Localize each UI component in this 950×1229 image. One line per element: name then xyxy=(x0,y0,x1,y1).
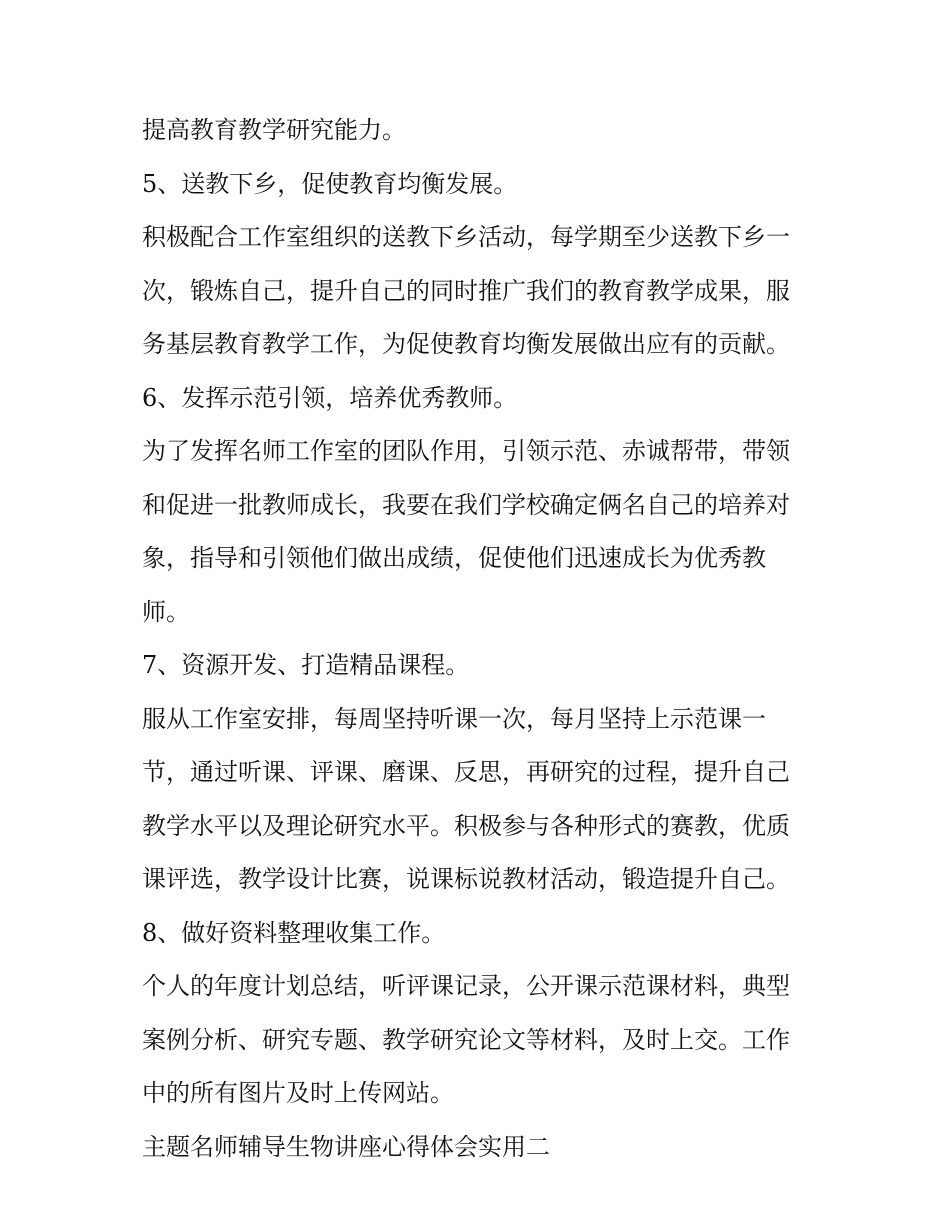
text-line: 课评选，教学设计比赛，说课标说教材活动，锻造提升自己。 xyxy=(142,865,790,893)
section-heading-5: 5、送教下乡，促使教育均衡发展。 xyxy=(142,169,518,198)
section-heading-7: 7、资源开发、打造精品课程。 xyxy=(142,651,470,679)
text-line: 为了发挥名师工作室的团队作用，引领示范、赤诚帮带，带领 xyxy=(142,437,790,465)
text-line: 服从工作室安排，每周坚持听课一次，每月坚持上示范课一 xyxy=(142,704,766,733)
text-line: 中的所有图片及时上传网站。 xyxy=(142,1079,454,1107)
text-line: 教学水平以及理论研究水平。积极参与各种形式的赛教，优质 xyxy=(142,811,790,840)
document-body xyxy=(142,104,822,1174)
section-heading-6: 6、发挥示范引领，培养优秀教师。 xyxy=(142,383,518,412)
text-line: 节，通过听课、评课、磨课、反思，再研究的过程，提升自己 xyxy=(142,758,790,786)
text-line: 个人的年度计划总结，听评课记录，公开课示范课材料，典型 xyxy=(142,972,790,1000)
text-line: 次，锻炼自己，提升自己的同时推广我们的教育教学成果，服 xyxy=(142,276,790,305)
text-line: 积极配合工作室组织的送教下乡活动，每学期至少送教下乡一 xyxy=(142,223,790,251)
text-line: 象，指导和引领他们做出成绩，促使他们迅速成长为优秀教 xyxy=(142,544,766,572)
section-heading-8: 8、做好资料整理收集工作。 xyxy=(142,918,446,947)
text-line: 案例分析、研究专题、教学研究论文等材料，及时上交。工作 xyxy=(142,1025,790,1054)
document-title-line: 主题名师辅导生物讲座心得体会实用二 xyxy=(142,1132,550,1161)
text-line: 提高教育教学研究能力。 xyxy=(142,116,406,144)
text-line: 师。 xyxy=(142,597,190,626)
text-line: 和促进一批教师成长，我要在我们学校确定俩名自己的培养对 xyxy=(142,490,790,519)
text-line: 务基层教育教学工作，为促使教育均衡发展做出应有的贡献。 xyxy=(142,330,790,358)
